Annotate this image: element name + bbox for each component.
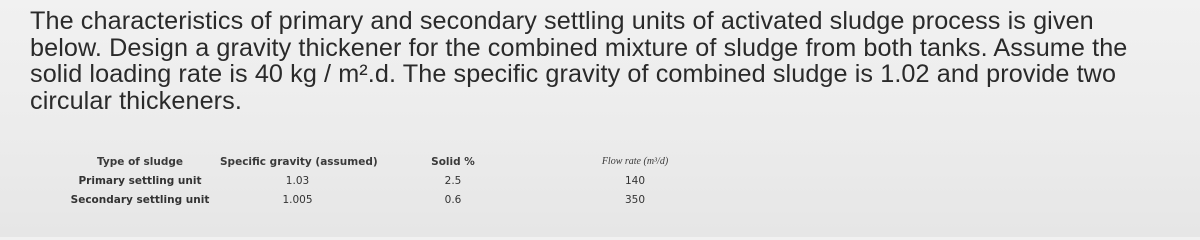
problem-line: The characteristics of primary and secondary settling units of activated sludge process is given (30, 7, 1094, 35)
cell-solid: 2.5 (444, 175, 462, 187)
header-solid-percent: Solid % (431, 156, 475, 168)
cell-specific-gravity: 1.03 (285, 175, 310, 187)
header-flow-rate: Flow rate (m³/d) (601, 156, 669, 167)
header-specific-gravity: Specific gravity (assumed) (220, 156, 378, 168)
table-header-row (60, 156, 760, 172)
problem-line: solid loading rate is 40 kg / m².d. The specific gravity of combined sludge is 1.02 and provide two (30, 60, 1117, 89)
cell-specific-gravity: 1.005 (282, 194, 313, 206)
cell-flow-rate: 140 (624, 175, 646, 187)
table-row (60, 175, 760, 191)
cell-flow-rate: 350 (624, 194, 646, 206)
cell-solid: 0.6 (444, 194, 462, 206)
cell-type: Secondary settling unit (70, 194, 210, 206)
header-type-of-sludge: Type of sludge (97, 156, 183, 168)
problem-statement (30, 8, 1196, 114)
problem-line: below. Design a gravity thickener for the combined mixture of sludge from both tanks. Assume the (30, 33, 1128, 62)
problem-line: circular thickeners. (30, 86, 242, 115)
table-row (60, 194, 760, 210)
cell-type: Primary settling unit (78, 175, 202, 187)
